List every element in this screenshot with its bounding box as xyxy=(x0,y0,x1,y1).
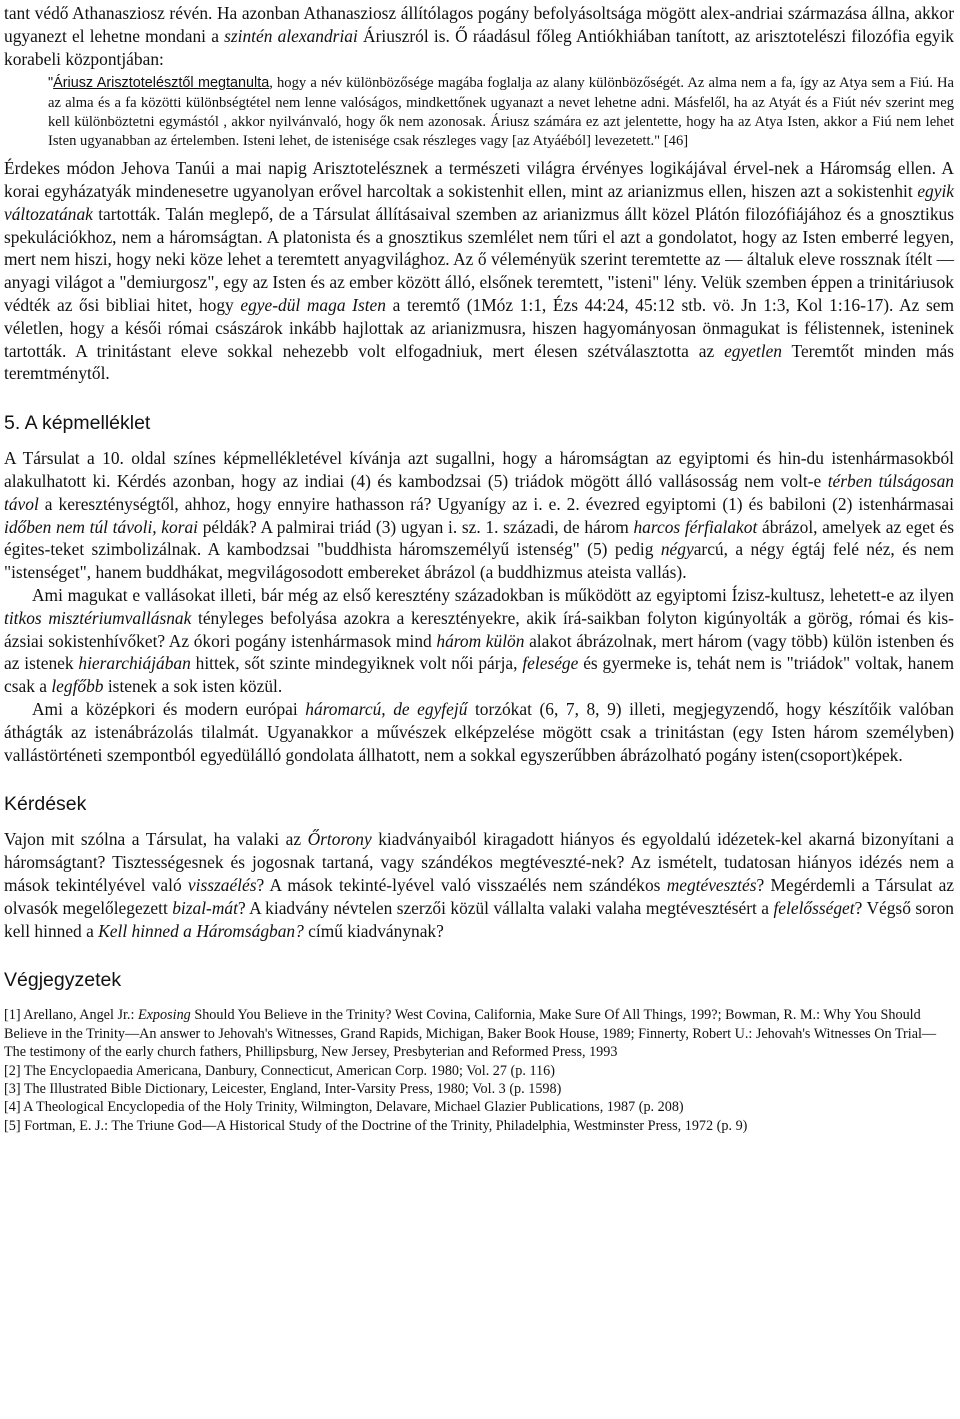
intro-paragraph xyxy=(4,2,954,70)
par2-text-a: A Társulat a 10. oldal színes képmellékletével kívánja azt sugallni, hogy a háromságtan az egyiptomi és hin-du istenhármasokból alakulhatott ki. Kérdés azonban, hogy az indiai (4) és kambodzsai (5) triádok mögött álló vallásosság nem volt-e xyxy=(4,448,954,491)
section-heading-vegjegyzetek: Végjegyzetek xyxy=(4,969,122,992)
par1-text-c: a teremtő (1Móz 1:1, Ézs 44:24, 45:12 stb. vö. Jn 1:3, Kol 1:16-17). Az sem véletlen, hogy a késői római császárok inkább hajlottak az arianizmusra, hiszen hagyományosan önmagukat is félistennek, isteninek tartották. A trinitástant eleve sokkal nehezebb volt elfogadniuk, mert élesen szétválasztotta az xyxy=(4,294,955,361)
par4-text-a: Ami a középkori és modern európai xyxy=(32,698,306,719)
par5-text-d: ? Megérdemli a Társulat az olvasók megelőlegezett xyxy=(4,874,955,918)
endnote-4: [4] A Theological Encyclopedia of the Holy Trinity, Wilmington, Delavare, Michael Glazier Publications, 1987 (p. 208) xyxy=(4,1099,684,1116)
par1-emphasis-c: egyetlen xyxy=(724,340,782,361)
par1-text-a: Érdekes módon Jehova Tanúi a mai napig Arisztotelésznek a természeti világra érvényes logikájával érvel-nek a Háromság ellen. A korai egyházatyák mindenesetre ugyanolyan erővel harcoltak a sokistenhit ellen, mint az arianizmus ellen, hiszen azt a sokistenhit xyxy=(4,158,954,201)
par1-text-b: tartották. Talán meglepő, de a Társulat állításaival szemben az arianizmus állt közel Plátón filozófiájához és a gnosztikus spekulációkhoz, nem a háromságtan. A platonista és a gnosztikus szemlélet nem tűri el azt a gondolatot, hogy az Isten emberré legyen, mert nem hiszi, hogy neki köze lehet a teremtett anyagvilághoz. Az ő véleményük szerint teremtette az — általuk eleve rossznak ítélt — anyagi világot a "demiurgosz", egy az Isten és az ember között álló, elsőnek teremtett, "isteni" lény. Velük szemben éppen a trinitáriusok védték az ősi bibliai hitet, hogy xyxy=(4,203,954,315)
par2-emphasis-d: négy xyxy=(660,539,694,560)
aristotle-quote xyxy=(48,74,954,151)
paragraph-5 xyxy=(4,828,954,942)
par3-emphasis-d: felesége xyxy=(522,653,579,674)
par5-text-e: ? A kiadvány névtelen szerzői közül vállalta valaki valaha megtévesztésért a xyxy=(237,897,774,918)
endnote-1-text-b: Should You Believe in the Trinity? West Covina, California, Make Sure Of All Things, 199?; Bowman, R. M.: Why You Should Believe in the Trinity—An answer to Jehovah's Witnesses, Grand Rapids, Michigan, Baker Book House, 1989; Finnerty, Robert U.: Jehovah's Witnesses On Trial—The testimony of the early church fathers, Phillipsburg, New Jersey, Presbyterian and Reformed Press, 1993 xyxy=(4,1007,937,1061)
par5-text-c: ? A mások tekinté-lyével való visszaélés nem szándékos xyxy=(256,874,667,895)
par5-text-g: című kiadványnak? xyxy=(303,920,444,941)
par1-emphasis-b: egye-dül maga Isten xyxy=(240,294,386,315)
quote-underlined-phrase: Áriusz Arisztotelésztől megtanulta xyxy=(53,75,270,92)
quote-open-mark: " xyxy=(48,75,54,92)
par3-text-f: istenek a sok isten közül. xyxy=(103,676,283,697)
endnote-5: [5] Fortman, E. J.: The Triune God—A Historical Study of the Doctrine of the Trinity, Philadelphia, Westminster Press, 1972 (p. 9) xyxy=(4,1117,748,1134)
par5-emphasis-f: Kell hinned a Háromságban? xyxy=(98,920,304,941)
endnote-2: [2] The Encyclopaedia Americana, Danbury, Connecticut, American Corp. 1980; Vol. 27 (p. 116) xyxy=(4,1062,555,1079)
endnote-1 xyxy=(4,1006,954,1061)
par1-emphasis-a: egyik változatának xyxy=(4,181,954,224)
par3-emphasis-b: három külön xyxy=(436,630,525,651)
section-heading-kerdesek: Kérdések xyxy=(4,793,87,816)
par2-text-d: ábrázol, amelyek az eget és égites-teket szimbolizálnak. A kambodzsai "buddhista háromszemélyű istenség" (5) pedig xyxy=(4,516,954,560)
section-heading-kepmelleklet: 5. A képmelléklet xyxy=(4,412,151,435)
paragraph-3 xyxy=(4,584,954,698)
par4-text-b: torzókat (6, 7, 8, 9) illeti, megjegyzendő, hogy készítőik valóban áthágták az istenábrázolás tilalmát. Ugyanakkor a művészek elképzelése mögött csak a trinitástan (egy Isten három személyben) vallástörténeti szempontból egyedülálló gondolata állhatott, nem a sokkal egyszerűbben ábrázolható pogány isten(csoport)képek. xyxy=(4,698,954,765)
par3-emphasis-e: legfőbb xyxy=(51,676,104,697)
intro-text-a: tant védő Athanasziosz révén. Ha azonban Athanasziosz állítólagos pogány befolyásoltsága mögött alex-andriai származása állna, akkor ugyanezt el lehetne mondani a xyxy=(4,3,954,46)
par2-text-c: példák? A palmirai triád (3) ugyan i. sz. 1. századi, de három xyxy=(198,516,634,537)
par2-text-b: a kereszténységtől, ahhoz, hogy ennyire hathasson rá? Ugyanígy az i. e. 2. évezred egyiptomi (1) és babiloni (2) istenhármasai xyxy=(38,493,954,514)
par5-emphasis-e: felelősséget xyxy=(773,897,855,918)
endnotes-list xyxy=(4,1006,954,1135)
par5-emphasis-d: bizal-mát xyxy=(172,897,238,918)
par3-text-a: Ami magukat e vallásokat illeti, bár még az első keresztény századokban is működött az egyiptomi Ízisz-kultusz, lehetett-e az ilyen xyxy=(32,584,954,605)
par2-emphasis-b: időben nem túl távoli, korai xyxy=(4,516,199,537)
par5-emphasis-b: visszaélés xyxy=(187,874,257,895)
par3-text-b: tényleges befolyása azokra a keresztényekre, akik írá-saikban folyton kigúnyolták a görög, római és kis-ázsiai sokistenhívőket? Az ókori pogány istenhármasok mind xyxy=(4,607,954,651)
par4-emphasis-a: háromarcú, de egyfejű xyxy=(305,698,468,719)
document-page xyxy=(4,0,954,1135)
intro-text-b: Áriuszról is. Ő ráadásul főleg Antiókhiában tanított, az arisztotelészi filozófia egyik korabeli központjában: xyxy=(4,25,954,69)
par3-emphasis-a: titkos misztériumvallásnak xyxy=(4,607,192,628)
par2-emphasis-a: térben túlságosan távol xyxy=(4,470,954,514)
par5-text-f: ? Végső soron kell hinned a xyxy=(4,897,954,941)
endnote-3: [3] The Illustrated Bible Dictionary, Leicester, England, Inter-Varsity Press, 1980; Vol. 3 (p. 1598) xyxy=(4,1080,562,1097)
par5-text-a: Vajon mit szólna a Társulat, ha valaki az xyxy=(4,829,308,850)
par2-text-e: arcú, a négy égtáj felé néz, és nem "istenséget", hanem buddhákat, megvilágosodott embereket ábrázol (a buddhizmus ateista vallás). xyxy=(4,539,954,583)
par3-text-c: alakot ábrázolnak, mert három (vagy több) külön istenben és az istenek xyxy=(4,630,954,674)
par3-emphasis-c: hierarchiájában xyxy=(78,653,191,674)
paragraph-2 xyxy=(4,447,954,584)
par5-emphasis-c: megtévesztés xyxy=(666,874,757,895)
par3-text-d: hittek, sőt szinte mindegyiknek volt női párja, xyxy=(190,653,523,674)
endnote-1-emphasis: Exposing xyxy=(137,1007,191,1024)
endnote-1-text-a: [1] Arellano, Angel Jr.: xyxy=(4,1007,138,1024)
par5-text-b: kiadványaiból kiragadott hiányos és egyoldalú idézetek-kel akarná bizonyítani a háromságtant? Tisztességesnek és jogosnak tartaná, vagy szándékos megtéveszté-nek? Az ismételt, tudatosan hiányos idézés nem a mások tekintélyével való xyxy=(4,829,954,895)
quote-text: , hogy a név különbözősége magába foglalja az alany különbözőségét. Az alma nem a fa, így az Atya sem a Fiú. Ha az alma és a fa közötti különbségtétel nem lenne valóságos, mindkettőnek ugyanazt a nevet lehetne adni. Másfelől, ha az Atyát és a Fiút név szerint meg kell különböztetni egymástól , akkor nyilvánvaló, hogy ők nem azonosak. Áriusz számára ez azt jelentette, hogy ha az Atya Isten, akkor a Fiú nem lehet Isten ugyanabban az értelemben. Isteni lehet, de istenisége csak részleges vagy [az Atyáéból] levezetett." [46] xyxy=(48,75,954,149)
paragraph-1 xyxy=(4,157,954,385)
par5-emphasis-a: Őrtorony xyxy=(307,829,372,850)
par2-emphasis-c: harcos férfialakot xyxy=(633,516,758,537)
intro-emphasis: szintén alexandriai xyxy=(224,25,358,46)
par1-text-d: Teremtőt minden más teremtménytől. xyxy=(4,340,954,384)
par3-text-e: és gyermeke is, tehát nem is "triádok" voltak, hanem csak a xyxy=(4,653,954,697)
paragraph-4 xyxy=(4,698,954,766)
